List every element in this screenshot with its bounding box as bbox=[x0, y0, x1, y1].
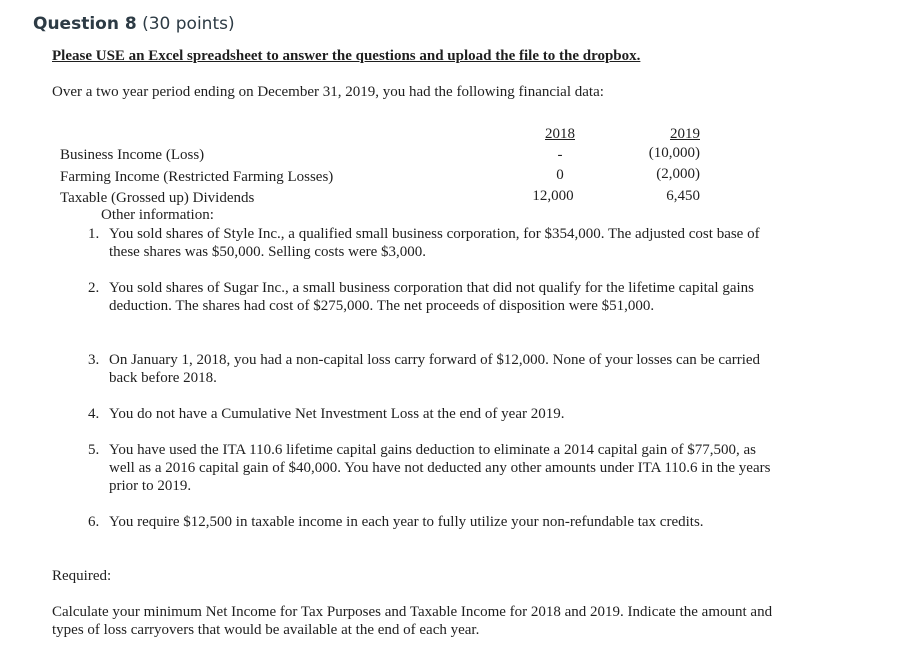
list-item bbox=[88, 351, 778, 387]
item-text: You do not have a Cumulative Net Investment Loss at the end of year 2019. bbox=[109, 406, 565, 422]
column-header-2019: 2019 bbox=[670, 126, 700, 142]
cell-2018: - bbox=[557, 147, 563, 163]
item-number: 4. bbox=[88, 406, 100, 422]
question-title bbox=[33, 14, 235, 34]
instruction-text: Please USE an Excel spreadsheet to answer the questions and upload the file to the dropbox. bbox=[52, 48, 641, 64]
list-item bbox=[88, 279, 778, 315]
item-text: You have used the ITA 110.6 lifetime capital gains deduction to eliminate a 2014 capital gain of $77,500, as well as a 2016 capital gain of $40,000. You have not deducted any other amounts under ITA 110.6 in the years prior to 2019. bbox=[109, 442, 771, 494]
cell-2019: (10,000) bbox=[648, 145, 700, 161]
item-text: You require $12,500 in taxable income in each year to fully utilize your non-refundable tax credits. bbox=[109, 514, 704, 530]
list-item bbox=[88, 441, 778, 495]
other-information-label: Other information: bbox=[101, 207, 214, 223]
item-number: 3. bbox=[88, 352, 100, 368]
list-item bbox=[88, 405, 778, 423]
item-number: 2. bbox=[88, 280, 100, 296]
question-points: (30 points) bbox=[142, 14, 235, 34]
list-item bbox=[88, 225, 778, 261]
required-text: Calculate your minimum Net Income for Tax Purposes and Taxable Income for 2018 and 2019. Indicate the amount and types of loss carryovers that would be available at the end of each year. bbox=[52, 604, 773, 638]
required-label: Required: bbox=[52, 568, 112, 584]
column-header-2018: 2018 bbox=[545, 126, 575, 142]
question-number: Question 8 bbox=[33, 14, 137, 34]
list-item bbox=[88, 513, 778, 531]
item-text: On January 1, 2018, you had a non-capital loss carry forward of $12,000. None of your losses can be carried back before 2018. bbox=[109, 352, 761, 386]
item-number: 5. bbox=[88, 442, 100, 458]
item-text: You sold shares of Style Inc., a qualified small business corporation, for $354,000. The adjusted cost base of these shares was $50,000. Selling costs were $3,000. bbox=[109, 226, 760, 260]
cell-2018: 12,000 bbox=[532, 188, 574, 204]
row-label: Business Income (Loss) bbox=[60, 147, 205, 163]
item-number: 1. bbox=[88, 226, 100, 242]
cell-2019: 6,450 bbox=[666, 188, 700, 204]
row-label: Farming Income (Restricted Farming Losses) bbox=[60, 169, 334, 185]
item-text: You sold shares of Sugar Inc., a small business corporation that did not qualify for the lifetime capital gains deduction. The shares had cost of $275,000. The net proceeds of disposition were $51,000. bbox=[109, 280, 755, 314]
intro-text: Over a two year period ending on December 31, 2019, you had the following financial data: bbox=[52, 84, 604, 100]
row-label: Taxable (Grossed up) Dividends bbox=[60, 190, 255, 206]
item-number: 6. bbox=[88, 514, 100, 530]
cell-2019: (2,000) bbox=[656, 166, 700, 182]
cell-2018: 0 bbox=[556, 167, 564, 183]
